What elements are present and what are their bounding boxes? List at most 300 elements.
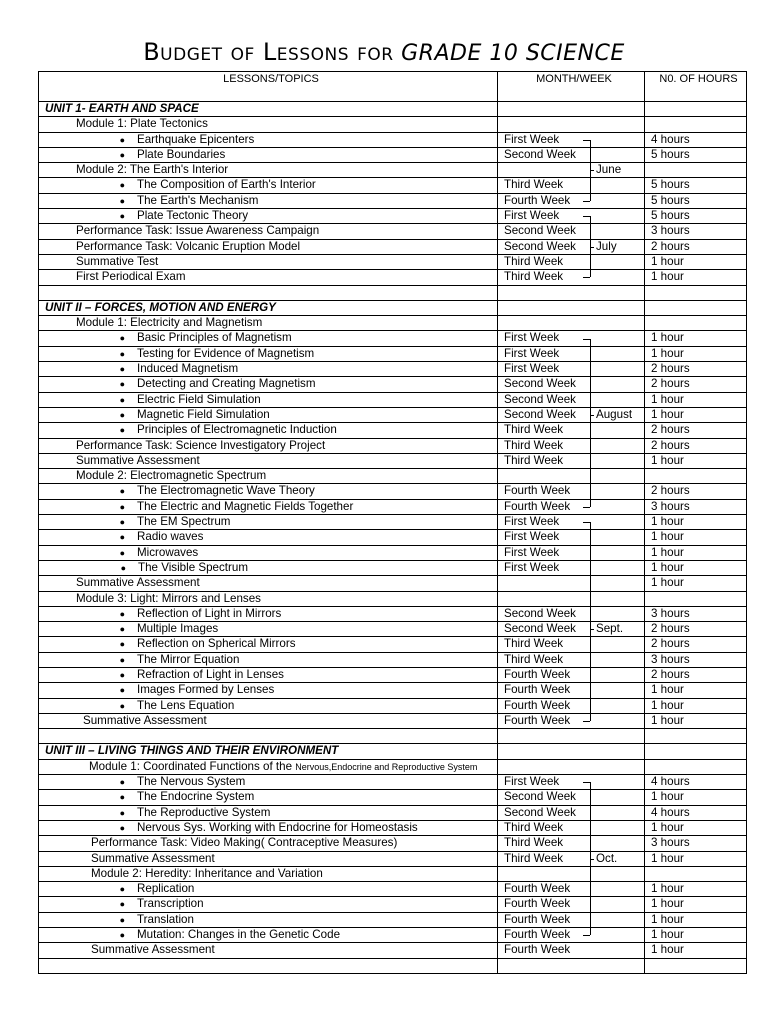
hours-cell: 4 hours	[645, 805, 747, 820]
topic-text: First Periodical Exam	[76, 270, 186, 284]
topic-text: The Lens Equation	[137, 698, 235, 712]
topic-cell	[39, 270, 498, 285]
week-cell: Third Week	[498, 254, 645, 269]
hours-cell: 2 hours	[645, 377, 747, 392]
hours-cell	[645, 744, 747, 759]
hours-cell: 3 hours	[645, 499, 747, 514]
table-row	[39, 759, 747, 774]
month-label: August	[596, 408, 633, 422]
week-cell: Fourth Week	[498, 484, 645, 499]
topic-text: The Reproductive System	[137, 805, 271, 819]
table-row	[39, 407, 747, 422]
bullet-icon: ●	[119, 608, 125, 619]
topic-cell	[39, 576, 498, 591]
hours-cell: 1 hour	[645, 943, 747, 958]
topic-cell	[39, 438, 498, 453]
bullet-icon: ●	[119, 134, 125, 145]
week-cell: First Week	[498, 132, 645, 147]
hours-cell: 3 hours	[645, 652, 747, 667]
hours-cell: 1 hour	[645, 254, 747, 269]
topic-text: UNIT III – LIVING THINGS AND THEIR ENVIRONMENT	[45, 744, 339, 758]
topic-cell	[39, 820, 498, 835]
topic-text: The EM Spectrum	[137, 515, 231, 529]
topic-cell	[39, 254, 498, 269]
table-row	[39, 453, 747, 468]
week-cell	[498, 576, 645, 591]
topic-text: Performance Task: Video Making( Contraceptive Measures)	[91, 836, 398, 850]
week-cell	[498, 102, 645, 117]
table-row	[39, 377, 747, 392]
hours-cell: 2 hours	[645, 622, 747, 637]
week-cell: First Week	[498, 209, 645, 224]
table-row	[39, 836, 747, 851]
week-cell: Second Week	[498, 407, 645, 422]
table-row	[39, 805, 747, 820]
blank-row	[39, 285, 747, 300]
topic-cell	[39, 484, 498, 499]
week-cell: First Week	[498, 775, 645, 790]
table-row	[39, 423, 747, 438]
topic-text: Transcription	[137, 897, 204, 911]
week-cell: Fourth Week	[498, 683, 645, 698]
week-cell: Second Week	[498, 790, 645, 805]
week-cell: First Week	[498, 545, 645, 560]
bullet-icon: ●	[119, 807, 125, 818]
bullet-icon: ●	[119, 211, 125, 222]
table-row	[39, 270, 747, 285]
table-row	[39, 637, 747, 652]
lesson-budget-table	[38, 71, 747, 974]
topic-text: Performance Task: Issue Awareness Campaign	[76, 224, 320, 238]
hours-cell: 1 hour	[645, 270, 747, 285]
topic-text: The Earth's Mechanism	[137, 193, 259, 207]
hours-cell: 2 hours	[645, 667, 747, 682]
table-row	[39, 102, 747, 117]
week-cell: Second Week	[498, 392, 645, 407]
table-row	[39, 316, 747, 331]
topic-text: Basic Principles of Magnetism	[137, 331, 292, 345]
topic-cell	[39, 102, 498, 117]
bullet-icon: ●	[119, 914, 125, 925]
topic-cell	[39, 499, 498, 514]
week-cell: Second Week	[498, 377, 645, 392]
bullet-icon: ●	[119, 364, 125, 375]
table-row	[39, 560, 747, 575]
topic-text: Translation	[137, 912, 194, 926]
title-prefix: Budget of Lessons for	[143, 38, 394, 66]
hours-cell	[645, 316, 747, 331]
topic-text: The Composition of Earth's Interior	[137, 178, 316, 192]
week-cell: Second Week	[498, 805, 645, 820]
hours-cell: 1 hour	[645, 346, 747, 361]
topic-text: Performance Task: Science Investigatory Project	[76, 438, 326, 452]
table-row	[39, 362, 747, 377]
topic-cell	[39, 897, 498, 912]
table-row	[39, 928, 747, 943]
table-row	[39, 912, 747, 927]
week-cell: Fourth Week	[498, 667, 645, 682]
table-row	[39, 499, 747, 514]
week-cell: Third Week	[498, 652, 645, 667]
hours-cell: 1 hour	[645, 928, 747, 943]
table-row	[39, 775, 747, 790]
table-row	[39, 820, 747, 835]
hours-cell: 1 hour	[645, 530, 747, 545]
table-row	[39, 576, 747, 591]
week-cell: Third Week	[498, 637, 645, 652]
week-cell	[498, 866, 645, 881]
week-cell: Third Week	[498, 851, 645, 866]
topic-text: Induced Magnetism	[137, 362, 239, 376]
bullet-icon: ●	[119, 394, 125, 405]
hours-cell: 1 hour	[645, 545, 747, 560]
topic-cell	[39, 866, 498, 881]
week-cell: First Week	[498, 346, 645, 361]
bullet-icon: ●	[119, 149, 125, 160]
hours-cell: 1 hour	[645, 683, 747, 698]
topic-text: UNIT II – FORCES, MOTION AND ENERGY	[45, 300, 276, 314]
topic-cell	[39, 147, 498, 162]
topic-text: Principles of Electromagnetic Induction	[137, 423, 337, 437]
hours-cell	[645, 102, 747, 117]
table-row	[39, 851, 747, 866]
week-cell: Fourth Week	[498, 943, 645, 958]
table-row	[39, 117, 747, 132]
topic-text: Earthquake Epicenters	[137, 132, 255, 146]
week-cell	[498, 300, 645, 315]
week-cell: Fourth Week	[498, 713, 645, 728]
hours-cell: 1 hour	[645, 576, 747, 591]
bullet-icon: ●	[119, 348, 125, 359]
topic-cell	[39, 805, 498, 820]
topic-cell	[39, 775, 498, 790]
topic-text: Module 2: Heredity: Inheritance and Variation	[91, 866, 323, 880]
bullet-icon: ●	[119, 532, 125, 543]
topic-cell	[39, 713, 498, 728]
week-cell	[498, 591, 645, 606]
bullet-icon: ●	[119, 547, 125, 558]
week-cell: Third Week	[498, 178, 645, 193]
table-row	[39, 606, 747, 621]
topic-text: Module 3: Light: Mirrors and Lenses	[76, 591, 261, 605]
week-cell: Fourth Week	[498, 928, 645, 943]
topic-cell	[39, 346, 498, 361]
week-cell: Third Week	[498, 820, 645, 835]
month-label: Oct.	[596, 851, 618, 865]
week-cell: Third Week	[498, 423, 645, 438]
topic-cell	[39, 453, 498, 468]
hours-cell: 1 hour	[645, 820, 747, 835]
hours-cell	[645, 759, 747, 774]
hours-cell: 4 hours	[645, 132, 747, 147]
hours-cell	[645, 958, 747, 973]
topic-cell	[39, 637, 498, 652]
topic-cell	[39, 912, 498, 927]
topic-note: Nervous,Endocrine and Reproductive System	[295, 761, 478, 772]
topic-text: Module 1: Plate Tectonics	[76, 117, 208, 131]
topic-text: Microwaves	[137, 545, 199, 559]
hours-cell: 3 hours	[645, 606, 747, 621]
table-header-row	[39, 72, 747, 102]
bullet-icon: ●	[119, 517, 125, 528]
topic-text: The Electromagnetic Wave Theory	[137, 484, 315, 498]
month-label: July	[596, 239, 617, 253]
header-month: MONTH/WEEK	[498, 72, 645, 102]
table-row	[39, 254, 747, 269]
table-row	[39, 667, 747, 682]
topic-text: Module 1: Coordinated Functions of the	[89, 759, 293, 773]
hours-cell	[645, 163, 747, 178]
topic-cell	[39, 239, 498, 254]
topic-cell	[39, 836, 498, 851]
hours-cell: 2 hours	[645, 637, 747, 652]
topic-text: Summative Assessment	[91, 851, 215, 865]
topic-cell	[39, 331, 498, 346]
hours-cell: 1 hour	[645, 912, 747, 927]
week-cell: Fourth Week	[498, 499, 645, 514]
bullet-icon: ●	[119, 654, 125, 665]
hours-cell: 1 hour	[645, 453, 747, 468]
bullet-icon: ●	[119, 930, 125, 941]
hours-cell: 1 hour	[645, 331, 747, 346]
topic-text: Refraction of Light in Lenses	[137, 667, 284, 681]
topic-cell	[39, 790, 498, 805]
topic-text: The Endocrine System	[137, 790, 255, 804]
bullet-icon: ●	[119, 899, 125, 910]
hours-cell	[645, 866, 747, 881]
week-cell: Second Week	[498, 622, 645, 637]
hours-cell: 2 hours	[645, 239, 747, 254]
topic-cell	[39, 377, 498, 392]
bullet-icon: ●	[119, 333, 125, 344]
topic-cell	[39, 622, 498, 637]
table-row	[39, 193, 747, 208]
topic-text: The Mirror Equation	[137, 652, 240, 666]
bullet-icon: ●	[119, 792, 125, 803]
header-hours: N0. OF HOURS	[645, 72, 747, 102]
week-cell: Second Week	[498, 147, 645, 162]
table-row	[39, 713, 747, 728]
topic-text: Plate Boundaries	[137, 147, 226, 161]
week-cell	[498, 469, 645, 484]
topic-cell	[39, 362, 498, 377]
hours-cell: 2 hours	[645, 362, 747, 377]
hours-cell: 5 hours	[645, 209, 747, 224]
topic-text: Testing for Evidence of Magnetism	[137, 346, 315, 360]
hours-cell: 3 hours	[645, 836, 747, 851]
topic-cell	[39, 423, 498, 438]
table-row	[39, 132, 747, 147]
topic-text: Summative Test	[76, 254, 159, 268]
topic-text: Plate Tectonic Theory	[137, 209, 249, 223]
topic-cell	[39, 744, 498, 759]
hours-cell	[645, 591, 747, 606]
table-row	[39, 591, 747, 606]
hours-cell	[645, 117, 747, 132]
week-cell: Fourth Week	[498, 912, 645, 927]
topic-cell	[39, 683, 498, 698]
month-label: Sept.	[596, 622, 624, 636]
topic-cell	[39, 193, 498, 208]
table-row	[39, 484, 747, 499]
hours-cell: 1 hour	[645, 407, 747, 422]
topic-text: Multiple Images	[137, 622, 219, 636]
week-cell: Second Week	[498, 606, 645, 621]
topic-cell	[39, 209, 498, 224]
hours-cell: 1 hour	[645, 897, 747, 912]
topic-text: Mutation: Changes in the Genetic Code	[137, 928, 341, 942]
table-row	[39, 178, 747, 193]
bullet-icon: ●	[119, 379, 125, 390]
week-cell	[498, 759, 645, 774]
hours-cell	[645, 469, 747, 484]
topic-cell	[39, 851, 498, 866]
table-row	[39, 545, 747, 560]
table-row	[39, 331, 747, 346]
table-row	[39, 300, 747, 315]
table-row	[39, 744, 747, 759]
topic-cell	[39, 759, 498, 774]
topic-cell	[39, 132, 498, 147]
week-cell: First Week	[498, 515, 645, 530]
topic-text: Summative Assessment	[83, 713, 207, 727]
week-cell: Third Week	[498, 270, 645, 285]
table-row	[39, 897, 747, 912]
topic-text: Images Formed by Lenses	[137, 683, 275, 697]
table-row	[39, 163, 747, 178]
topic-cell	[39, 117, 498, 132]
bullet-icon: ●	[119, 624, 125, 635]
week-cell	[498, 285, 645, 300]
table-row	[39, 515, 747, 530]
topic-cell	[39, 606, 498, 621]
table-row	[39, 239, 747, 254]
bullet-icon: ●	[119, 700, 125, 711]
table-row	[39, 392, 747, 407]
topic-text: Nervous Sys. Working with Endocrine for Homeostasis	[137, 820, 418, 834]
bullet-icon: ●	[119, 685, 125, 696]
month-label: June	[596, 163, 622, 177]
week-cell: First Week	[498, 530, 645, 545]
hours-cell: 2 hours	[645, 423, 747, 438]
topic-cell	[39, 178, 498, 193]
topic-cell	[39, 392, 498, 407]
week-cell	[498, 729, 645, 744]
bullet-icon: ●	[119, 180, 125, 191]
topic-cell	[39, 652, 498, 667]
topic-cell	[39, 958, 498, 973]
topic-cell	[39, 591, 498, 606]
table-row	[39, 438, 747, 453]
table-row	[39, 147, 747, 162]
topic-cell	[39, 882, 498, 897]
topic-text: Replication	[137, 882, 195, 896]
title-grade: GRADE 10 SCIENCE	[401, 41, 625, 66]
blank-row	[39, 958, 747, 973]
bullet-icon: ●	[119, 777, 125, 788]
topic-text: Summative Assessment	[76, 576, 200, 590]
table-row	[39, 698, 747, 713]
bullet-icon: ●	[119, 669, 125, 680]
topic-text: Electric Field Simulation	[137, 392, 261, 406]
topic-cell	[39, 943, 498, 958]
hours-cell: 1 hour	[645, 790, 747, 805]
topic-text: UNIT 1- EARTH AND SPACE	[45, 102, 199, 115]
table-row	[39, 866, 747, 881]
table-row	[39, 209, 747, 224]
week-cell: First Week	[498, 362, 645, 377]
table-row	[39, 943, 747, 958]
topic-cell	[39, 407, 498, 422]
topic-text: Reflection on Spherical Mirrors	[137, 637, 296, 651]
topic-cell	[39, 928, 498, 943]
hours-cell: 1 hour	[645, 515, 747, 530]
topic-text: Module 2: Electromagnetic Spectrum	[76, 469, 267, 483]
week-cell: Third Week	[498, 453, 645, 468]
blank-row	[39, 729, 747, 744]
hours-cell	[645, 300, 747, 315]
topic-cell	[39, 285, 498, 300]
table-row	[39, 622, 747, 637]
hours-cell: 2 hours	[645, 438, 747, 453]
table-row	[39, 346, 747, 361]
page-title	[0, 38, 768, 66]
topic-text: Reflection of Light in Mirrors	[137, 606, 282, 620]
table-row	[39, 652, 747, 667]
hours-cell: 1 hour	[645, 882, 747, 897]
table-row	[39, 790, 747, 805]
hours-cell	[645, 285, 747, 300]
bullet-icon: ●	[119, 486, 125, 497]
week-cell	[498, 117, 645, 132]
week-cell	[498, 316, 645, 331]
bullet-icon: ●	[119, 822, 125, 833]
topic-cell	[39, 530, 498, 545]
table-row	[39, 530, 747, 545]
topic-text: Magnetic Field Simulation	[137, 407, 270, 421]
hours-cell: 5 hours	[645, 178, 747, 193]
bullet-icon: ●	[119, 501, 125, 512]
topic-cell	[39, 316, 498, 331]
bullet-icon: ●	[120, 562, 126, 573]
topic-cell	[39, 729, 498, 744]
hours-cell	[645, 729, 747, 744]
header-topic: LESSONS/TOPICS	[39, 72, 498, 102]
hours-cell: 1 hour	[645, 560, 747, 575]
bullet-icon: ●	[119, 884, 125, 895]
topic-text: The Visible Spectrum	[138, 560, 248, 574]
topic-cell	[39, 163, 498, 178]
hours-cell: 1 hour	[645, 698, 747, 713]
table-row	[39, 882, 747, 897]
topic-cell	[39, 224, 498, 239]
table-row	[39, 224, 747, 239]
hours-cell: 4 hours	[645, 775, 747, 790]
bullet-icon: ●	[119, 409, 125, 420]
topic-cell	[39, 545, 498, 560]
hours-cell: 1 hour	[645, 392, 747, 407]
week-cell: Second Week	[498, 224, 645, 239]
week-cell: First Week	[498, 331, 645, 346]
topic-text: Summative Assessment	[76, 453, 200, 467]
hours-cell: 5 hours	[645, 147, 747, 162]
week-cell: Third Week	[498, 836, 645, 851]
table-row	[39, 683, 747, 698]
topic-cell	[39, 300, 498, 315]
week-cell: First Week	[498, 560, 645, 575]
week-cell: Fourth Week	[498, 882, 645, 897]
week-cell: Fourth Week	[498, 698, 645, 713]
